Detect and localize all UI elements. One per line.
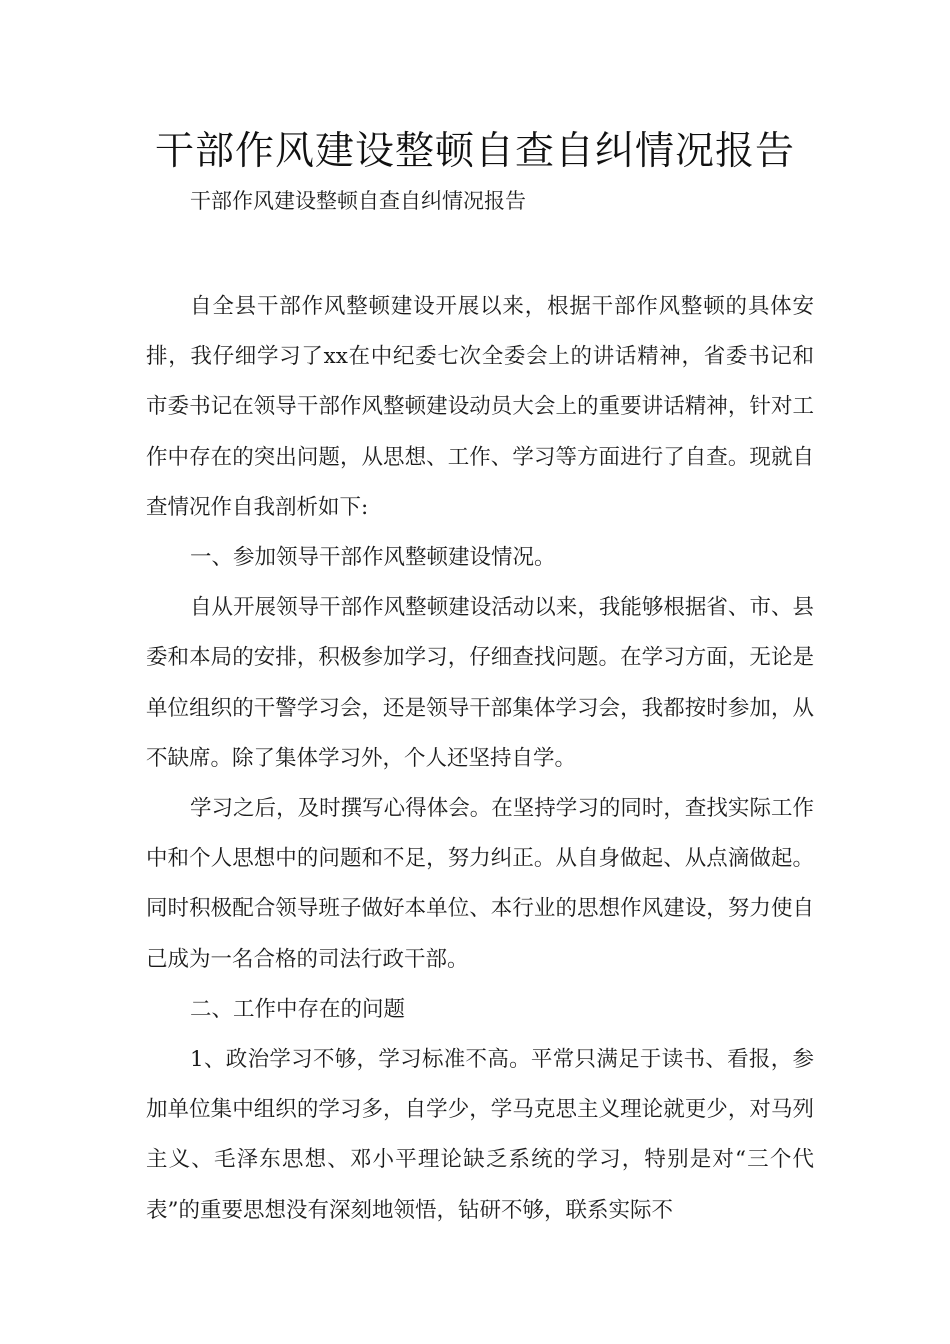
paragraph-intro: 自全县干部作风整顿建设开展以来，根据干部作风整顿的具体安排，我仔细学习了xx在中纪委七次全委会上的讲话精神，省委书记和市委书记在领导干部作风整顿建设动员大会上的重要讲话精神，针对工作中存在的突出问题，从思想、工作、学习等方面进行了自查。现就自查情况作自我剖析如下: [146, 294, 814, 520]
paragraph-problem-1: 1、政治学习不够，学习标准不高。平常只满足于读书、看报，参加单位集中组织的学习多，自学少，学马克思主义理论就更少，对马列主义、毛泽东思想、邓小平理论缺乏系统的学习，特别是对“三个代表”的重要思想没有深刻地领悟，钻研不够，联系实际不 [146, 1047, 814, 1223]
section-heading-1: 一、参加领导干部作风整顿建设情况。 [190, 545, 556, 571]
paragraph-participation: 自从开展领导干部作风整顿建设活动以来，我能够根据省、市、县委和本局的安排，积极参加学习，仔细查找问题。在学习方面，无论是单位组织的干警学习会，还是领导干部集体学习会，我都按时参加，从不缺席。除了集体学习外，个人还坚持自学。 [146, 595, 814, 771]
paragraph-reflection: 学习之后，及时撰写心得体会。在坚持学习的同时，查找实际工作中和个人思想中的问题和不足，努力纠正。从自身做起、从点滴做起。同时积极配合领导班子做好本单位、本行业的思想作风建设，努力使自己成为一名合格的司法行政干部。 [146, 796, 814, 972]
section-heading-2: 二、工作中存在的问题 [190, 996, 406, 1022]
document-subtitle: 干部作风建设整顿自查自纠情况报告 [190, 189, 526, 213]
document-body [146, 282, 814, 1236]
document-title: 干部作风建设整顿自查自纠情况报告 [154, 129, 795, 174]
